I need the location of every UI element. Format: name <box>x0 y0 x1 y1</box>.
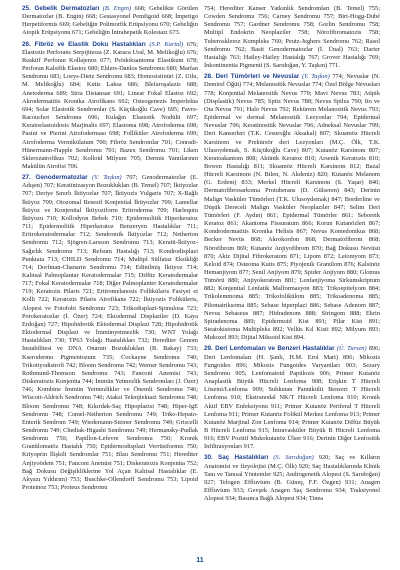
section-heading: 25. Gebelik Dermatozları <box>22 5 100 12</box>
index-section-30 <box>204 454 380 503</box>
section-author: (S.P. Kartal) <box>149 40 184 48</box>
section-author: (Y. Taşkın) <box>302 73 330 81</box>
page-number: 11 <box>196 557 204 564</box>
section-heading: 26. Fibröz ve Elastik Doku Hastalıkları <box>22 40 146 48</box>
section-heading: 28. Deri Tümörleri ve Nevuslar <box>204 73 300 81</box>
section-entries: 707; Genodermatozlar (E. Adışen) 707; Keratinizasyon Bozuklukları (B. Temel) 707; İktiyozlar 707; Deriye Sınırlı İktiyozlar 707; İktiyozis Vulgaris 707; X-Bağlı İktiyoz 709; Otozomal Resesif Konjenital İktiyozlar 709; Lamellar İktiyoz ve Konjenital İktiyoziform Eritroderma 709; Harlequin İktiyozu 710; Kollodyon Bebek 710; Epidermolitik Hiperkeratoz 711; Epidermolitik Hiperkeratoz Benzeryen Hastalıklar 711; Eritrokeratodermalar 712; Sendromik İktiyozlar 712; Netherton Sendromu 712; Sjögren-Larsson Sendromu 713; Keratit-İktiyoz-Sağırlık Sendromu 713; Refsum Hastalığı 713; Kondrodisplazi Punktata 713; CHILD Sendromu 714; Multipl Sülfataz Eksikliği 714; Dorfman-Chanarin Sendromu 714; Edinilmiş İktiyoz 714; Kalıtsal Palmoplantar Keratodermalar 715; Diffüz Keratodermalar 717; Fokal Keratodermalar 718; Diğer Palmoplanter Keratodermalar 719; Keratozis Pilaris 721; Eritromelanosis Follikülaris Fasiyei et Kolli 722; Keratozis Pilaris Atrofikans 722; İktiyozis Foliküleris, Alopesi ve Fotofobi Sendromu 723; Trikodisplazi-Spinulosa 723; Porokeratozlar (İ. Özer) 724; Ektodermal Displaziler (D. Kaya Erdoğan) 727; Hipohidrotik Ektodermal Displazi 728; Hipohidrotik Ektodermal Displazi ve İmmünyetmezlik 730; WNT Yolağı Hastalıkları 730; TP63 Yolağı Hastalıkları 732; Herediter Genom İnstabilitesi ve DNA Onarım Bozuklukları (B. Bakay) 733; Kserodermo Pigmentozum 735; Cockayne Sendromu 740; Trikotiyodistrofi 742; Bloom Sendromu 742; Werner Sendromu 743; Rothmund-Thomson Sendromu 743; Fanconi Anemisi 743; Diskeratozis Konjenita 744; İmmün Yetmezlik Sendromları (J. Özer) 746; Kombine İmmün Yetmezlikler ve Önemli Sendromu 746; Wiscott-Aldrich Sendromu 746; Ataksi Telenjiektazi Sendromu 748; Bloom Sendromu 748; Kıkırdak-Saç Hipoplazisi 748; Hiper-IgE Sendromu 748; Comel-Netherton Sendromu 749; Triko-Hepato-Enterik Sendrom 749; Wiedemann-Steiner Sendromu 749; Griscelli Sendromu 749; Chediak-Higashi Sendromu 749; Hermansky-Pudlak Sendromu 750; Papillon-Lefevre Sendromu 750; Kronik Granülomatöz Hastalık 750; Epidermodisplazi Verrüsiformis 750; Kriyoprin İlişkili Sendromlar 751; Blau Sendromu 751; Herediter Anjiyoödem 751; Fanconi Anemisi 751; Diskeratozis Konjenita 752; Bağ Dokusu Değişikliklerine Yol Açan Kalıtsal Hastalıklar (E. Akyazı Yıldırım) 753; Buschke-Ollendorff Sendromu 753; Lipoid Proteinoz 753; Proteus Sendromu <box>22 174 198 492</box>
section-heading: 27. Genodermatozlar <box>22 174 88 182</box>
section-author: (Ü. Tursen) <box>336 345 367 353</box>
left-column <box>22 5 198 550</box>
section-entries: 754; Herediter Kanser Yatkınlık Sendromları (B. Temel) 755; Cowden Sendromu 756; Carney Sendromu 757; Birt-Hogg-Dubé Sendromu 757; Gardner Sendromu 758; Gorlin Sendromu 758; Multipl Endokrin Neoplaziler 758; Nörofibromatozis 758; Tuberoskleroz Kompleks 760; Peutz-Jeghers Sendromu 762; Rasol Sendromu 762; Basit Genodermatozlar (İ. Ünal) 763; Darier Hastalığı 763; Hailey-Hailey Hastalığı 767; Grover Hastalığı 769; İnkontinentia Pigmenti (S. Sarıdoğan, Y. Taşkın) 771. <box>204 5 380 70</box>
index-section-27-continued <box>204 5 380 70</box>
section-author: (B. Engin) <box>102 5 132 12</box>
index-section-25 <box>22 5 198 38</box>
index-section-27 <box>22 174 198 492</box>
section-entries: 920; Saç ve Kılların Anatomisi ve fizyolojisi (M.Ç. Ölk) 920; Saç Hastalıklarında Klinik Tanı ve Tanısal Yöntemler 925; Androgenetik Alopesi (S. Sarıdoğan) 927; Telogen Effluvium (B. Güneş, F.F. Özgen) 931; Anagen Effluvium 933; Gevşek Anagen Saç Sendromu 934; Traksiyonel Alopesi 934; Basınca Bağlı Alopesi 934; Tinea <box>204 454 380 503</box>
section-entries: 774; Nevuslar (N. Demirel Öğüt) 774; Melanositik Nevuslar 774; Özel Bölge Nevusları 778; Konjenital Melanositik Nevus 779; Mavi Nevus 783; Atipik (Displastik) Nevus 785; Spitz Nevus 788; Nevus Spilus 790; Ito ve Ota Nevus 791; Halo Nevus 792; Rekürren Melanositik Nevus 793; Epidermal ve dermal Melanositik Lezyonlar 794; Epidermal Nevuslar 796; Keratinositik Nevuslar 796; Adneksal Nevuslar 799; Deri Kanserleri (T.K. Cesuroğlu Aksakal) 807; Skuamöz Hücreli Karsinom ve Prekürsör deri Lezyonları (M.Ç. Ölk, T.K. Ulusoydemak, S. Küçükoğlu Cave) 807; Kutanöz Karsinom 807; Keratoakantom 808; Aktinik Keratoz 810; Arsenik Keratozis 810; Bowen Hastalığı 811; Skuamöz Hücreli Karsinom 812; Bazal Hücreli Karsinom (N. Bilen, N. Akdeniz) 820; Kutanöz Melanom (G. Erdem) 833; Merkel Hücreli Karsinom (S. Yaşar) 840; Dermatofibrosarkoma Protuberans (D. Gülseren) 843; Derinin Malign Vasküler Tümörleri (T.K. Ulusoydemak) 847; Borderline ve Düşük Dereceli Malign Vasküler Neoplaziler 847; Selim Deri Tümörleri (F. Aydın) 861; Epidermal Tümörler 861; Seboreik Keratoz 861; Akantoma Fissuratum 866; Korun Kutanözleri 867; Kondrodermatitis Kronika Helisis 867; Nevus Komedonikus 868; Becker Nevüs 868; Akrokordon 868; Dermatofibrom 868; Nörofibrom 869; Kutanöz Anjiyofibrom 870; Bağ Dokusu Nevüsü 870; Akiz Dijital Fibrokeratom 871; Lipom 872; Leiomyom 873; Keloid 874; Osteoma Kutis 875; Piyojenik Granülom 876; Kalsinöz Hemanjiyom 877; Senil Anjiyom 879; Spider Anjiyom 880; Glomus Tümörü 880; Anjiyokeratom 881; Lenfanjiyoma Sirkumskriptum 882; Konjenital Lenfatik Malformasyon 883; Trikoepitelyom 884; Trikolemmoma 885; Trikofolikülom 885; Trikoadenoma 885; Pilomatriksoma 885; Sebase hiperplazi 886; Sebase Adenom 887; Nevus Sebaseus 887; Hidradenom 888; Siringom 888; Ekrin Spiradenoma 889; Epidermoid Kist 891; Pilar Kist 891; Steatokistoma Multipleks 892; Vellüs Kıl Kisti 892; Milyum 893; Mukozel 893; Dijital Miksoid Kist 894. <box>204 73 380 342</box>
section-entries: 668; Gebelikte Görülen Dermatozlar (B. Engin) 668; Gestasyonel Pemfigoid 668; İmpetigo Herpetiformis 669; Gebeliğin Polimorfik Erüpsiyonu 670; Gebeliğin Atopik Erüpsiyonu 671; Gebeliğin İntrahepatik Kolestazı 673. <box>22 5 198 37</box>
section-heading: 30. Saç Hastalıkları <box>204 454 269 462</box>
index-section-28 <box>204 73 380 342</box>
section-author: (Y. Taşkın) <box>92 174 122 182</box>
index-section-26 <box>22 41 198 172</box>
right-column <box>204 5 380 550</box>
section-entries: 896; Deri Lenfomaları (H. Şanlı, H.M. Erol Mart) 896; Mikozis Fungoides 896; Mikozis Fungoides Varyantları 903; Sezary Sendromu 905; Lenfomatoid Papülozis 906; Primer Kutanöz Anaplastik Büyük Hücreli Lenfoma 908; Erişkin T Hücreli Lösemi/Lenfoma 909; Subkutan Pannikülit Benzeri T Hücreli Lenfoma 910; Ekstranodal NK/T Hücreli Lenfoma 910; Kronik Aktif EBV Enfeksiyonu 911; Primer Kutanöz Periferal T Hücreli Lenfoma 911; Primer Kutanöz Folikül Merkez Lenfoma 913; Primer Kutanöz Marjinal Zon Lenfoma 914; Primer Kutanöz Diffüz Büyük B Hücreli Lenfoma 915; İntravasküler Büyük B Hücreli Lenfoma 916; EBV Pozitif Mukokutanöz Ülser 916; Derinin Diğer Lenfositik İnfiltrasyonları 917. <box>204 345 380 451</box>
index-section-29 <box>204 345 380 451</box>
section-entries: 676; Elastozis Perforans Serpijinoza (Z. Karaca Ural, M. Melikoğlu) 676; Reaktif Perforan Kollajenoz 677; Psödoksantoma Elastikum 678; Perforan Kalsifik Elastoz 680; Ehlers-Danlos Sendromu 680; Marfan Sendromu 683; Loeys-Dietz Sendromu 683; Homosistinüri (Z. Utlu, M. Melikoğlu) 684; Kutis Laksa 686; Blefaroşalazis 688; Anetoderma 689; Stria Distansae 691; Linear Fokal Elastoz 692; Akrodermatitis Kronika Atrofikans 692; Osteogenezis İmperfekta 694; Solar Elastotik Sendromlar (S. Küçükoğlu Cave) 695; Favre-Racouchot Sendromu 696; Kulağın Elastotik Nodülü 697; Keratoelastoidosis Marjinalis 697; Elastoma 698; Atrofoderma 698; Pasini ve Pierini Atrofoderması 698; Folliküler Atrofoderma 699; Atrofoderma Vermikülatum 700; Fibröz Sendromlar 701; Conradi-Hünermann-Happle Sendromu 701; Bazex Sendromu 701; Liken Sklerozatrofikus 702; Kolloid Milyum 705; Dermis Yanıtlarının Makülün Atrofisi 706. <box>22 40 198 170</box>
section-heading: 29. Deri Lenfomaları ve Benzeri Hastalıklar <box>204 345 335 353</box>
section-author: (S. Sarıdoğan) <box>273 454 314 462</box>
